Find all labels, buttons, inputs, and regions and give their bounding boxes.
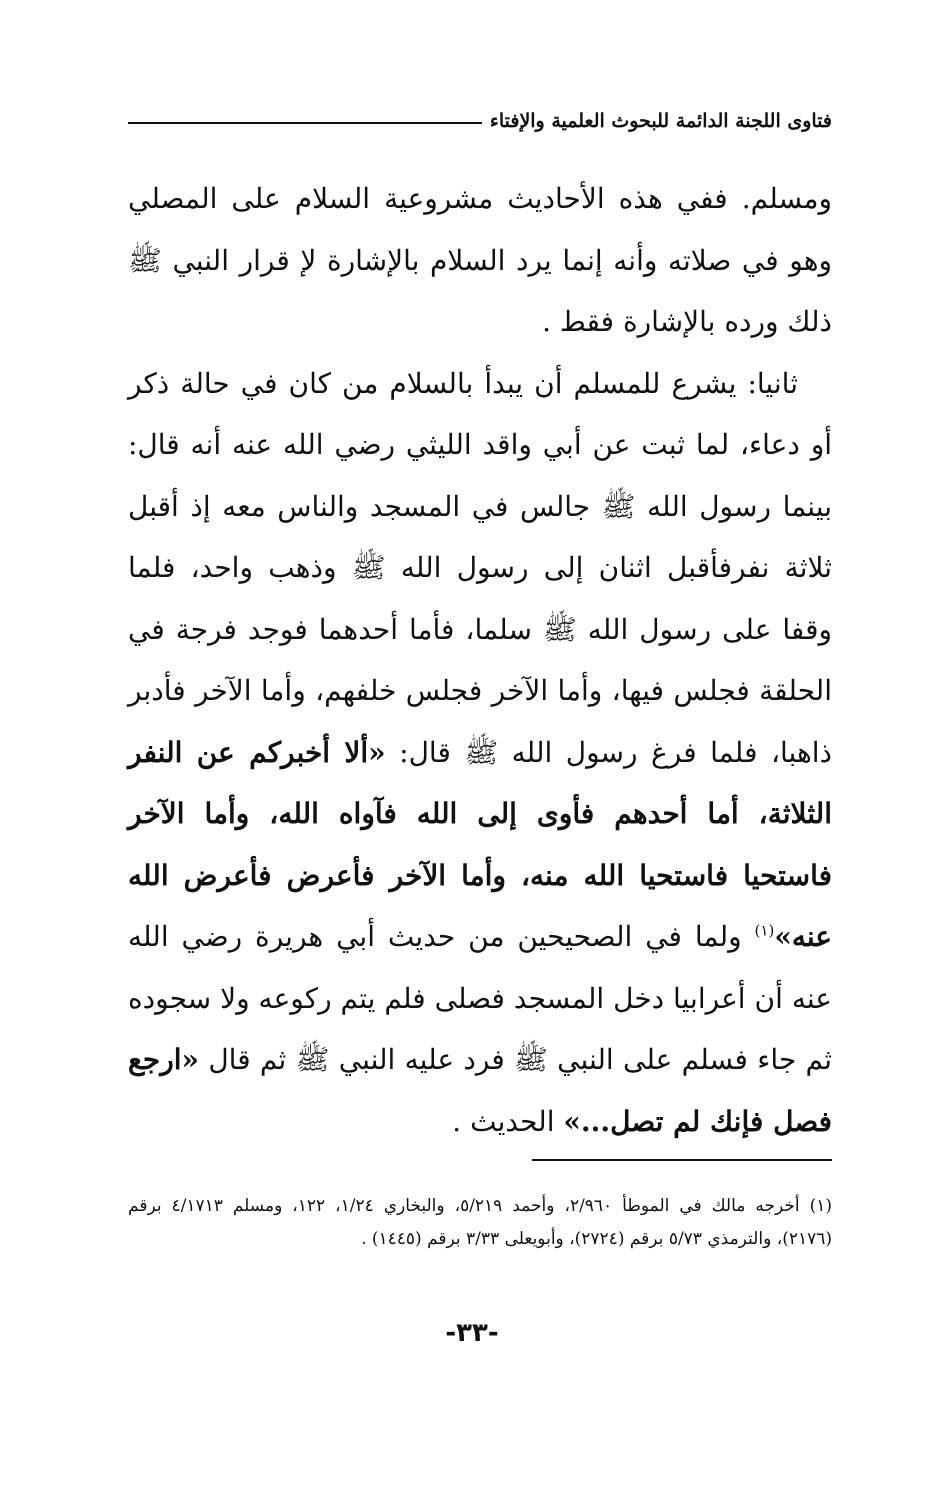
- footnotes: [128, 1190, 832, 1256]
- paragraph-2-intro: ثانيا: يشرع للمسلم أن يبدأ بالسلام من كان في حالة ذكر أو دعاء، لما ثبت عن أبي واقد الليثي رضي الله عنه أنه قال: بينما رسول الله ﷺ جالس في المسجد والناس معه إذ أقبل ثلاثة نفرفأقبل اثنان إلى رسول الله ﷺ وذهب واحد، فلما وقفا على رسول الله ﷺ سلما، فأما أحدهما فوجد فرجة في الحلقة فجلس فيها، وأما الآخر فجلس خلفهم، وأما الآخر فأدبر ذاهبا، فلما فرغ رسول الله ﷺ قال:: [128, 366, 832, 769]
- body-text: [128, 168, 832, 1152]
- header-rule: [128, 122, 482, 124]
- footnote-separator: [532, 1159, 832, 1161]
- hadith-quote-2: «ارجع فصل فإنك لم تصل...»: [128, 1043, 832, 1138]
- running-header-title: فتاوى اللجنة الدائمة للبحوث العلمية والإفتاء: [489, 110, 832, 132]
- footnote-1: (١) أخرجه مالك في الموطأ ٢/٩٦٠، وأحمد ٥/٢١٩، والبخاري ١/٢٤، ١٢٢، ومسلم ٤/١٧١٣ برقم (٢١٧٦)، والترمذي ٥/٧٣ برقم (٢٧٢٤)، وأبويعلى ٣/٣٣ برقم (١٤٤٥) .: [128, 1196, 832, 1249]
- page-number: -٣٣-: [445, 1318, 499, 1348]
- running-header: [128, 104, 832, 138]
- hadith-quote: «ألا أخبركم عن النفر الثلاثة، أما أحدهم فأوى إلى الله فآواه الله، وأما الآخر فاستحيا فاستحيا الله منه، وأما الآخر فأعرض فأعرض الله عنه»: [128, 735, 832, 953]
- paragraph-2-middle: ولما في الصحيحين من حديث أبي هريرة رضي الله عنه أن أعرابيا دخل المسجد فصلى فلم يتم ركوعه ولا سجوده ثم جاء فسلم على النبي ﷺ فرد عليه النبي ﷺ ثم قال: [128, 920, 832, 1076]
- footnote-reference[interactable]: (١): [754, 921, 775, 940]
- paragraph-2: [128, 353, 832, 1153]
- paragraph-2-ending: الحديث .: [452, 1104, 564, 1138]
- paragraph-1: ومسلم. ففي هذه الأحاديث مشروعية السلام على المصلي وهو في صلاته وأنه إنما يرد السلام بالإشارة لإ قرار النبي ﷺ ذلك ورده بالإشارة فقط .: [128, 182, 832, 338]
